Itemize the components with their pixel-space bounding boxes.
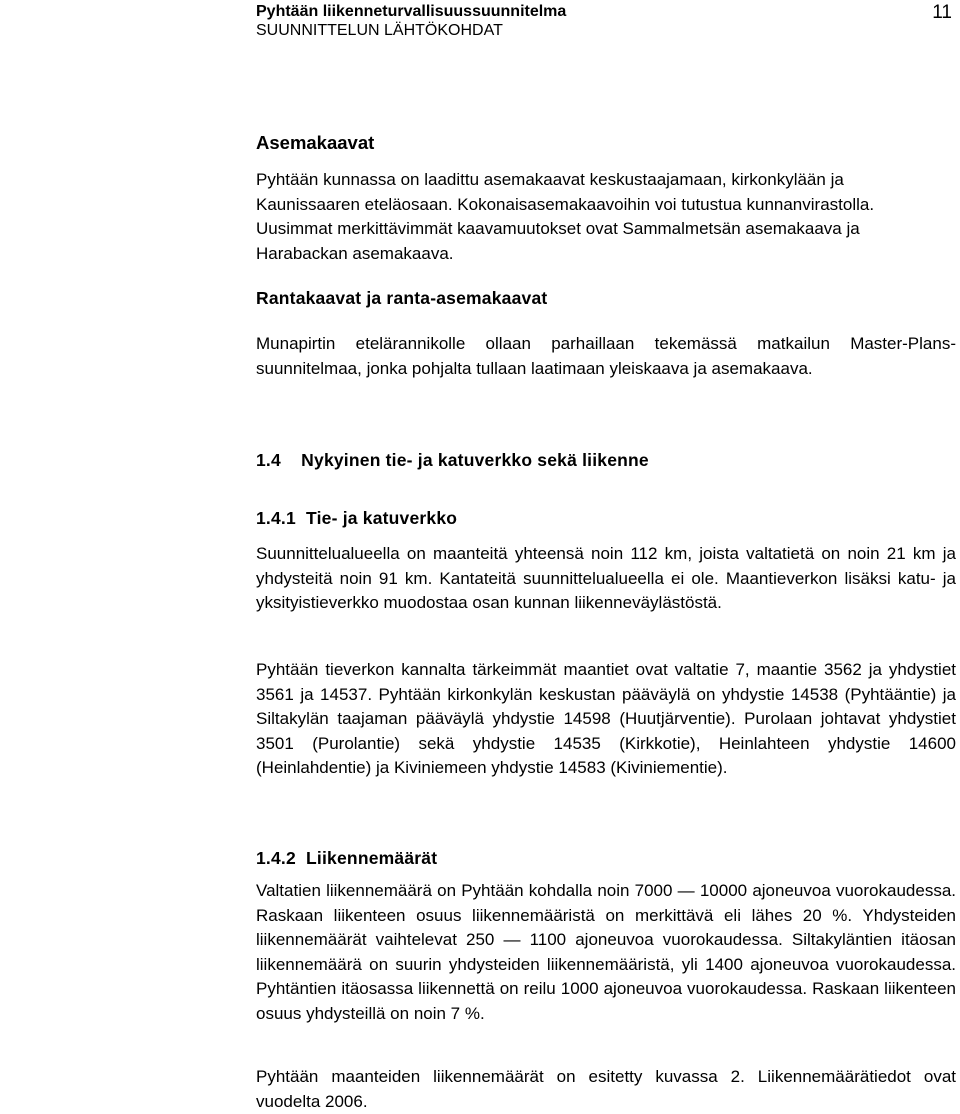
section-rantakaavat	[256, 286, 956, 310]
page-number: 11	[932, 2, 952, 23]
section-heading: 1.4 Nykyinen tie- ja katuverkko sekä liikenne	[256, 450, 649, 470]
section-rantakaavat-body	[256, 332, 956, 381]
section-asemakaavat-body	[256, 168, 956, 266]
section-asemakaavat	[256, 131, 956, 155]
paragraph: Pyhtään kunnassa on laadittu asemakaavat keskustaajamaan, kirkonkylään ja Kaunissaaren eteläosaan. Kokonaisasemakaavoihin voi tutustua kunnanvirastolla. Uusimmat merkittävimmät kaavamuutokset ovat Sammalmetsän asemakaava ja Harabackan asemakaava.	[256, 170, 875, 263]
document-title: Pyhtään liikenneturvallisuussuunnitelma	[256, 3, 567, 20]
paragraph: Pyhtään tieverkon kannalta tärkeimmät maantiet ovat valtatie 7, maantie 3562 ja yhdystiet 3561 ja 14537. Pyhtään kirkonkylän keskustan pääväylä on yhdystie 14538 (Pyhtääntie) ja Siltakylän taajaman pääväylä yhdystie 14598 (Huutjärventie). Purolaan johtavat yhdystiet 3501 (Purolantie) sekä yhdystie 14535 (Kirkkotie), Heinlahteen yhdystie 14600 (Heinlahdentie) ja Kiviniemeen yhdystie 14583 (Kiviniementie).	[256, 660, 956, 777]
paragraph: Pyhtään maanteiden liikennemäärät on esitetty kuvassa 2. Liikennemäärätiedot ovat vuodelta 2006.	[256, 1067, 956, 1111]
paragraph: Valtatien liikennemäärä on Pyhtään kohdalla noin 7000 — 10000 ajoneuvoa vuorokaudessa. Raskaan liikenteen osuus liikennemääristä on merkittävä eli lähes 20 %. Yhdysteiden liikennemäärät vaihtelevat 250 — 1100 ajoneuvoa vuorokaudessa. Siltakyläntien itäosan liikennemäärä on suurin yhdysteiden liikennemääristä, yli 1400 ajoneuvoa vuorokaudessa. Pyhtäntien itäosassa liikennettä on reilu 1000 ajoneuvoa vuorokaudessa. Raskaan liikenteen osuus yhdysteillä on noin 7 %.	[256, 881, 956, 1023]
section-1-4-2	[256, 846, 956, 870]
section-1-4-2-body	[256, 879, 956, 1026]
section-1-4-1	[256, 506, 956, 530]
section-heading: Asemakaavat	[256, 132, 375, 153]
section-1-4-2-body-2	[256, 1065, 956, 1114]
chapter-title: SUUNNITTELUN LÄHTÖKOHDAT	[256, 22, 503, 39]
paragraph: Munapirtin etelärannikolle ollaan parhaillaan tekemässä matkailun Master-Plans-suunnitelmaa, jonka pohjalta tullaan laatimaan yleiskaava ja asemakaava.	[256, 334, 956, 378]
section-heading: 1.4.1 Tie- ja katuverkko	[256, 508, 458, 528]
section-1-4-1-body	[256, 542, 956, 616]
paragraph: Suunnittelualueella on maanteitä yhteensä noin 112 km, joista valtatietä on noin 21 km ja yhdysteitä noin 91 km. Kantateitä suunnittelualueella ei ole. Maantieverkon lisäksi katu- ja yksityistieverkko muodostaa osan kunnan liikenneväylästöstä.	[256, 544, 956, 612]
page-header	[256, 2, 956, 40]
section-1-4	[256, 448, 956, 472]
section-heading: Rantakaavat ja ranta-asemakaavat	[256, 288, 548, 308]
section-1-4-1-body-2	[256, 658, 956, 781]
section-heading: 1.4.2 Liikennemäärät	[256, 848, 438, 868]
